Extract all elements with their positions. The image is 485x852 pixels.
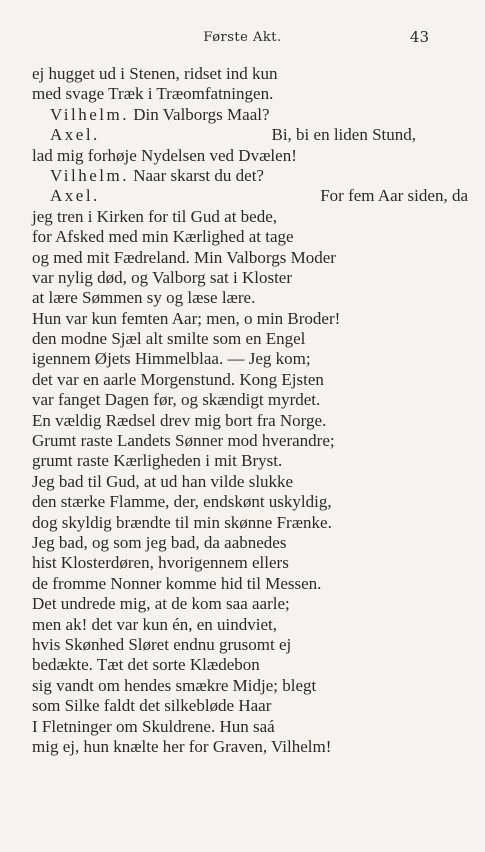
speaker-name: Vilhelm.	[50, 104, 129, 124]
text-line: med svage Træk i Træomfatningen.	[32, 84, 274, 104]
speaker-line	[28, 166, 468, 186]
speaker-line	[28, 125, 468, 145]
text-line: den stærke Flamme, der, endskønt uskyldig,	[32, 492, 332, 512]
text-line: Grumt raste Landets Sønner mod hverandre;	[32, 431, 335, 451]
page-text	[28, 64, 468, 757]
text-line: hvis Skønhed Sløret endnu grusomt ej	[32, 634, 292, 654]
text-line: den modne Sjæl alt smilte som en Engel	[32, 329, 306, 349]
text-line: var nylig død, og Valborg sat i Kloster	[32, 267, 293, 287]
text-line: for Afsked med min Kærlighed at tage	[32, 227, 294, 247]
text-line: grumt raste Kærligheden i mit Bryst.	[32, 451, 283, 471]
text-line: En vældig Rædsel drev mig bort fra Norge.	[32, 410, 327, 430]
text-line: jeg tren i Kirken for til Gud at bede,	[32, 206, 278, 226]
running-title: Første Akt.	[203, 30, 282, 45]
text-line: at lære Sømmen sy og læse lære.	[32, 288, 256, 308]
text-line: som Silke faldt det silkebløde Haar	[32, 696, 272, 716]
text-line: Jeg bad, og som jeg bad, da aabnedes	[32, 532, 287, 552]
speaker-name: Axel.	[50, 125, 100, 145]
text-line: Hun var kun femten Aar; men, o min Broder!	[32, 308, 341, 328]
text-line: igennem Øjets Himmelblaa. — Jeg kom;	[32, 349, 311, 369]
text-line: men ak! det var kun én, en uindviet,	[32, 614, 278, 634]
text-line: Det undrede mig, at de kom saa aarle;	[32, 594, 290, 614]
text-line: ej hugget ud i Stenen, ridset ind kun	[32, 64, 278, 83]
line-text: Naar skarst du det?	[133, 165, 264, 185]
text-line: hist Klosterdøren, hvorigennem ellers	[32, 553, 289, 573]
speaker-name: Axel.	[50, 186, 100, 206]
line-text: Din Valborgs Maal?	[133, 104, 270, 124]
text-line: det var en aarle Morgenstund. Kong Ejsten	[32, 369, 324, 389]
text-line: de fromme Nonner komme hid til Messen.	[32, 573, 322, 593]
text-line: dog skyldig brændte til min skønne Frænke.	[32, 512, 332, 532]
text-line: sig vandt om hendes smækre Midje; blegt	[32, 675, 317, 695]
text-line: I Fletninger om Skuldrene. Hun saá	[32, 716, 275, 736]
speaker-line	[28, 186, 468, 206]
text-line: var fanget Dagen før, og skændigt myrdet.	[32, 390, 321, 410]
line-text: Bi, bi en liden Stund,	[271, 125, 416, 145]
text-line: og med mit Fædreland. Min Valborgs Moder	[32, 247, 336, 267]
page-number: 43	[409, 28, 429, 46]
text-line: lad mig forhøje Nydelsen ved Dvælen!	[32, 145, 297, 165]
speaker-line	[28, 105, 468, 125]
line-text: For fem Aar siden, da	[320, 186, 468, 206]
text-line: mig ej, hun knælte her for Graven, Vilhelm!	[32, 736, 332, 756]
speaker-name: Vilhelm.	[50, 165, 129, 185]
text-line: Jeg bad til Gud, at ud han vilde slukke	[32, 471, 294, 491]
text-line: bedækte. Tæt det sorte Klædebon	[32, 655, 260, 675]
